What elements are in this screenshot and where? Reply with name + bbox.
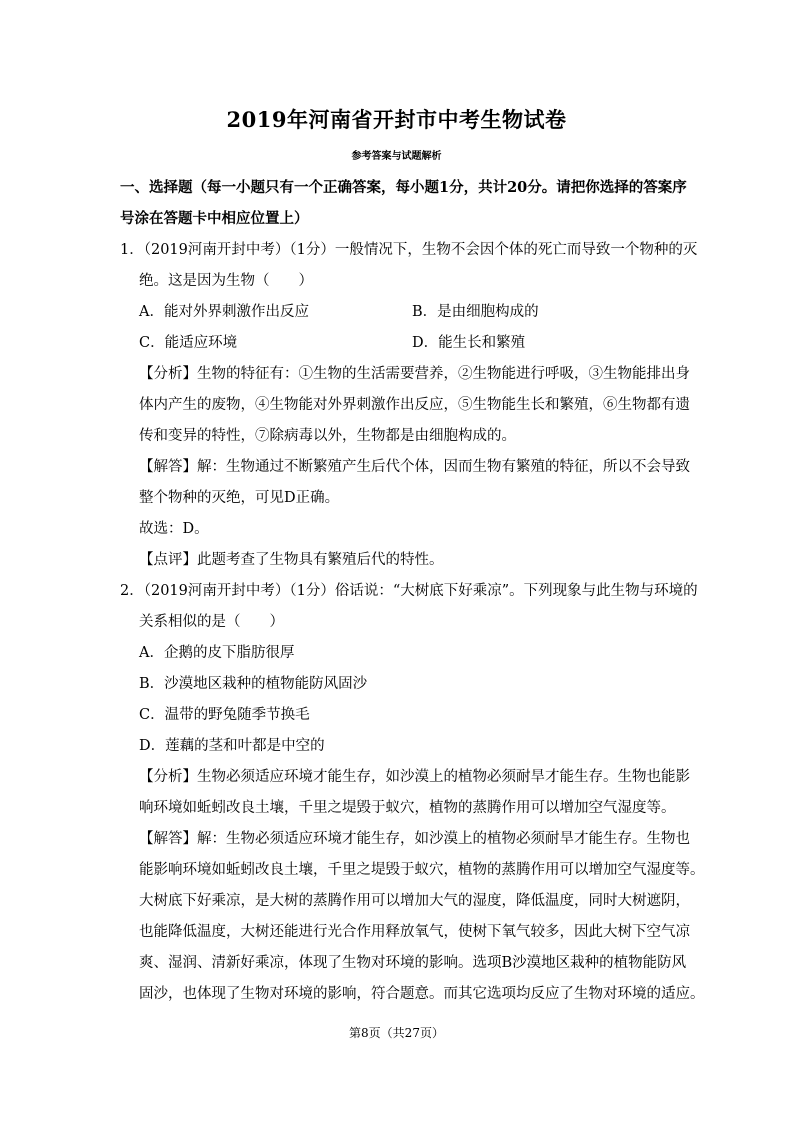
section-header-line: 一、选择题（每一小题只有一个正确答案，每小题1分，共计20分。请把你选择的答案序 — [120, 179, 687, 196]
question-2-answer: 大树底下好乘凉，是大树的蒸腾作用可以增加大气的湿度，降低温度，同时大树遮阴， — [139, 893, 690, 909]
question-1-comment: 【点评】此题考查了生物具有繁殖后代的特性。 — [139, 552, 444, 568]
question-2-option-c: C．温带的野兔随季节换毛 — [139, 707, 310, 723]
question-1-analysis: 【分析】生物的特征有：①生物的生活需要营养，②生物能进行呼吸，③生物能排出身 — [139, 366, 690, 382]
question-2-answer: 【解答】解：生物必须适应环境才能生存，如沙漠上的植物必须耐旱才能生存。生物也 — [139, 831, 690, 847]
page-footer: 第8页（共27页） — [349, 1026, 444, 1040]
question-2-option-b: B．沙漠地区栽种的植物能防风固沙 — [139, 676, 368, 692]
question-1-choice: 故选：D。 — [139, 521, 209, 537]
page-subtitle: 参考答案与试题解析 — [351, 151, 442, 162]
question-2-answer: 爽、湿润、清新好乘凉，体现了生物对环境的影响。选项B沙漠地区栽种的植物能防风 — [139, 955, 687, 971]
question-1-stem: 绝。这是因为生物（ ） — [139, 273, 313, 289]
question-1-answer: 【解答】解：生物通过不断繁殖产生后代个体，因而生物有繁殖的特征，所以不会导致 — [139, 459, 690, 475]
question-2-stem: 2．（2019河南开封中考）（1分）俗话说：“大树底下好乘凉”。下列现象与此生物与环境的 — [120, 583, 698, 599]
question-2-analysis: 响环境如蚯蚓改良土壤，千里之堤毁于蚁穴，植物的蒸腾作用可以增加空气湿度等。 — [139, 800, 676, 816]
question-2-analysis: 【分析】生物必须适应环境才能生存，如沙漠上的植物必须耐旱才能生存。生物也能影 — [139, 769, 690, 785]
question-2-answer: 能影响环境如蚯蚓改良土壤，千里之堤毁于蚁穴，植物的蒸腾作用可以增加空气湿度等。 — [139, 862, 705, 878]
question-1-option-b: B．是由细胞构成的 — [412, 304, 539, 320]
question-1-option-d: D．能生长和繁殖 — [412, 335, 526, 351]
question-1-option-c: C．能适应环境 — [139, 335, 238, 351]
question-1-analysis: 体内产生的废物，④生物能对外界刺激作出反应，⑤生物能生长和繁殖，⑥生物都有遗 — [139, 397, 690, 413]
question-2-answer: 也能降低温度，大树还能进行光合作用释放氧气，使树下氧气较多，因此大树下空气凉 — [139, 924, 690, 940]
question-2-option-d: D．莲藕的茎和叶都是中空的 — [139, 738, 325, 754]
question-2-option-a: A．企鹅的皮下脂肪很厚 — [139, 645, 295, 661]
page-title: 2019年河南省开封市中考生物试卷 — [226, 107, 567, 132]
question-2-stem: 关系相似的是（ ） — [139, 614, 284, 630]
question-1-stem: 1．（2019河南开封中考）（1分）一般情况下，生物不会因个体的死亡而导致一个物种的灭 — [120, 242, 698, 258]
question-1-option-a: A．能对外界刺激作出反应 — [139, 304, 309, 320]
question-2-answer: 固沙，也体现了生物对环境的影响，符合题意。而其它选项均反应了生物对环境的适应。 — [139, 986, 705, 1002]
question-1-analysis: 传和变异的特性，⑦除病毒以外，生物都是由细胞构成的。 — [139, 428, 516, 444]
section-header-line: 号涂在答题卡中相应位置上） — [120, 210, 309, 227]
question-1-answer: 整个物种的灭绝，可见D正确。 — [139, 490, 340, 506]
